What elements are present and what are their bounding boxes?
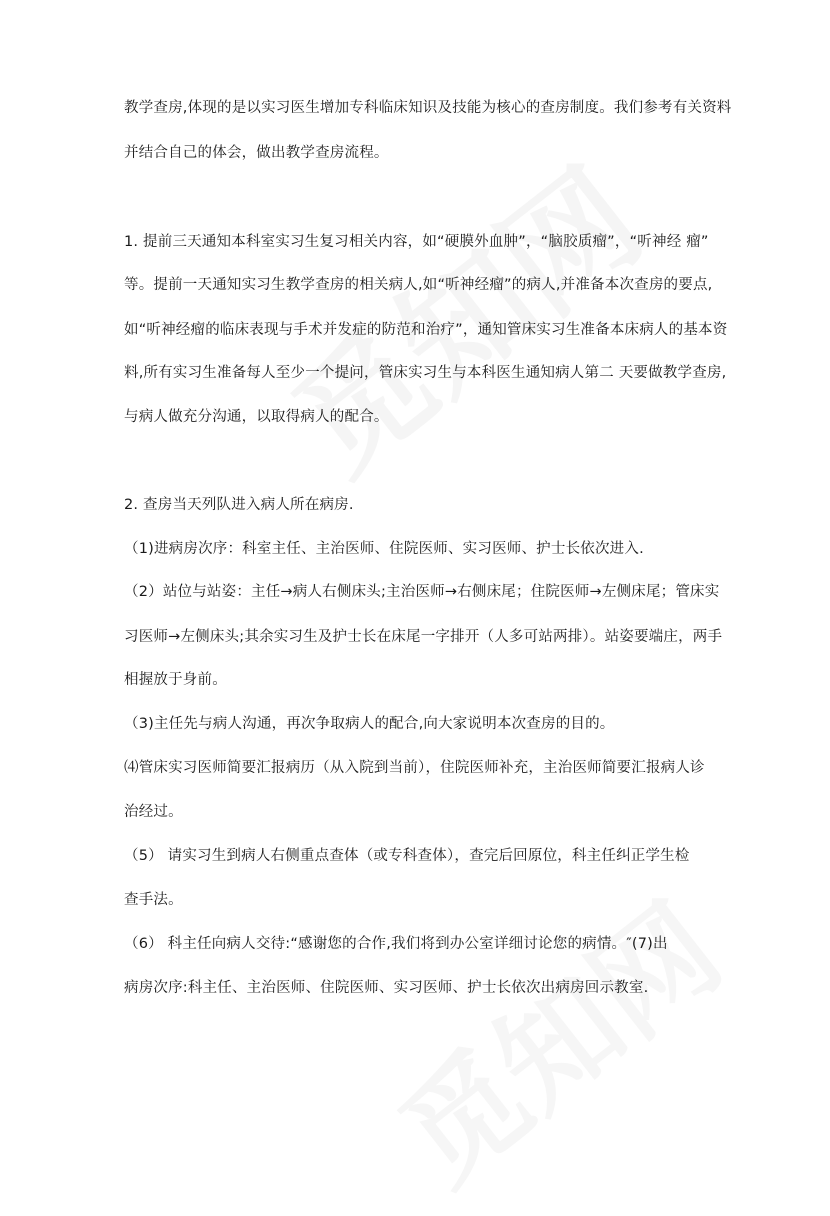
paragraph-line: 如“听神经瘤的临床表现与手术并发症的防范和治疗”，通知管床实习生准备本床病人的基本资 (124, 322, 728, 338)
paragraph-line: 相握放于身前。 (124, 672, 227, 688)
paragraph-line: 并结合自己的体会，做出教学查房流程。 (124, 145, 389, 161)
paragraph-line: 习医师→左侧床头;其余实习生及护士长在床尾一字排开（人多可站两排）。站姿要端庄，两手 (124, 629, 723, 645)
paragraph-line: ⑷管床实习医师简要汇报病历（从入院到当前），住院医师补充，主治医师简要汇报病人诊 (124, 760, 705, 776)
paragraph-line: 查手法。 (124, 892, 183, 908)
watermark-logo-lower (360, 858, 750, 1215)
paragraph-line: 等。提前一天通知实习生教学查房的相关病人,如“听神经瘤”的病人,并准备本次查房的要点, (124, 277, 713, 293)
paragraph-line: （3)主任先与病人沟通，再次争取病人的配合,向大家说明本次查房的目的。 (124, 716, 615, 732)
paragraph-line: 治经过。 (124, 804, 183, 820)
paragraph-line: （5） 请实习生到病人右侧重点查体（或专科查体），查完后回原位，科主任纠正学生检 (124, 848, 690, 864)
watermark-logo (250, 120, 672, 507)
paragraph-line: 教学查房,体现的是以实习医生增加专科临床知识及技能为核心的查房制度。我们参考有关资料 (124, 100, 732, 116)
paragraph-line: （2）站位与站姿：主任→病人右侧床头;主治医师→右侧床尾；住院医师→左侧床尾；管床实 (124, 584, 720, 600)
paragraph-line: 1. 提前三天通知本科室实习生复习相关内容，如“硬膜外血肿”，“脑胶质瘤”，“听神经 瘤” (124, 234, 709, 250)
paragraph-line: （6） 科主任向病人交待:“感谢您的合作,我们将到办公室详细讨论您的病情。″(7)出 (124, 936, 668, 952)
paragraph-line: 与病人做充分沟通，以取得病人的配合。 (124, 409, 389, 425)
paragraph-line: 2. 查房当天列队进入病人所在病房. (124, 497, 354, 513)
paragraph-line: 病房次序:科主任、主治医师、住院医师、实习医师、护士长依次出病房回示教室. (124, 980, 649, 996)
paragraph-line: （1)进病房次序：科室主任、主治医师、住院医师、实习医师、护士长依次进入. (124, 541, 644, 557)
paragraph-line: 料,所有实习生准备每人至少一个提问，管床实习生与本科医生通知病人第二 天要做教学查房, (124, 365, 727, 381)
